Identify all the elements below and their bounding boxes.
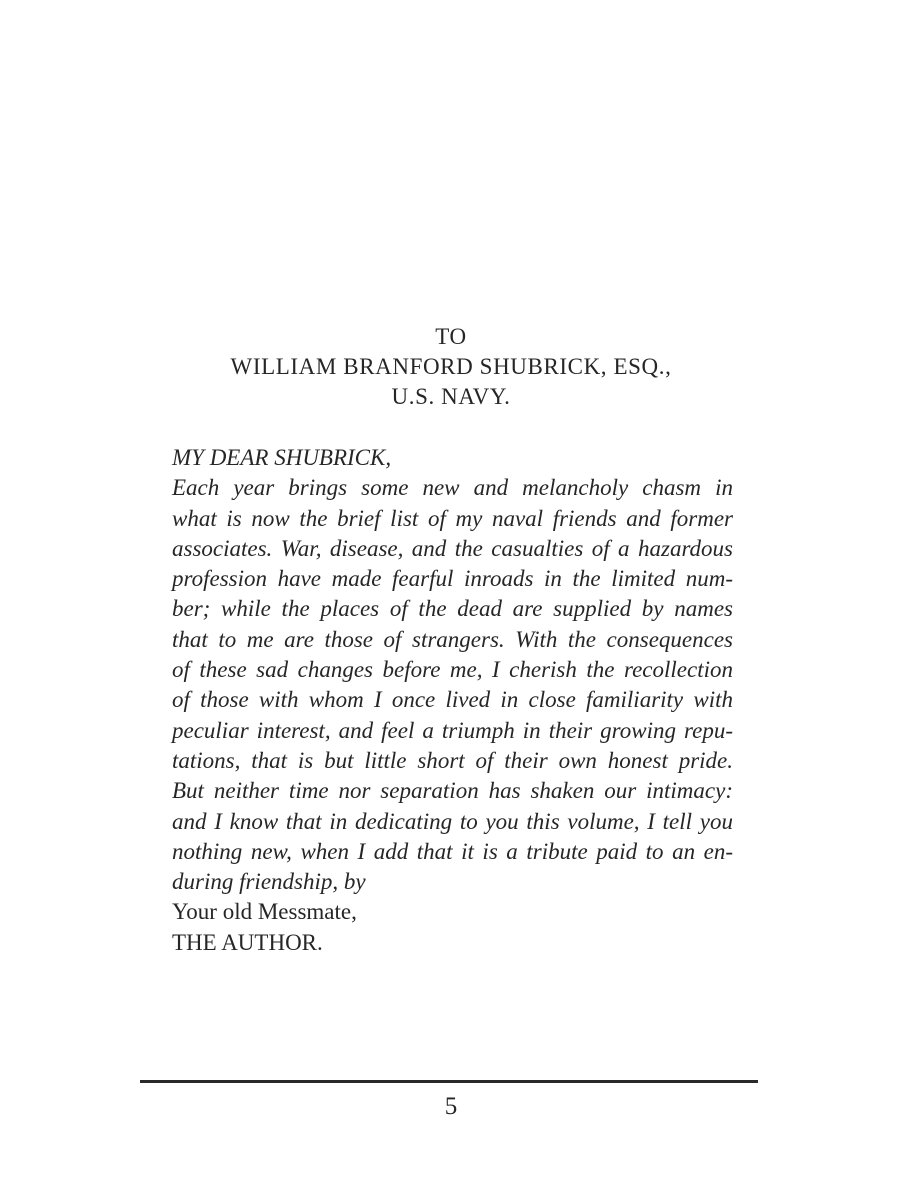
- letter-line: peculiar interest, and feel a triumph in their growing repu-: [172, 717, 733, 743]
- letter-line: that to me are those of strangers. With the consequences: [172, 626, 733, 652]
- letter-line: of these sad changes before me, I cherish the recollection: [172, 657, 733, 683]
- letter-line: what is now the brief list of my naval friends and former: [172, 505, 733, 531]
- letter-line: and I know that in dedicating to you this volume, I tell you: [172, 808, 733, 834]
- dedication-heading: [142, 322, 760, 412]
- letter-line: during friendship, by: [172, 869, 366, 895]
- letter-line: profession have made fearful inroads in the limited num-: [172, 566, 733, 592]
- letter-line: THE AUTHOR.: [172, 929, 323, 955]
- letter-line: associates. War, disease, and the casualties of a hazardous: [172, 535, 733, 561]
- footer-rule: [140, 1080, 758, 1083]
- letter-line: But neither time nor separation has shaken our intimacy:: [172, 778, 733, 804]
- letter-line: nothing new, when I add that it is a tribute paid to an en-: [172, 838, 733, 864]
- dedication-affiliation-line: U.S. NAVY.: [391, 384, 511, 409]
- letter-line: Each year brings some new and melancholy chasm in: [172, 475, 733, 501]
- letter-line: MY DEAR SHUBRICK,: [172, 445, 392, 470]
- page-number: 5: [444, 1093, 458, 1120]
- letter-line: ber; while the places of the dead are supplied by names: [172, 596, 733, 622]
- letter-line: of those with whom I once lived in close familiarity with: [172, 687, 733, 713]
- dedication-to-line: TO: [435, 324, 467, 349]
- dedication-letter: [172, 443, 733, 958]
- letter-line: tations, that is but little short of their own honest pride.: [172, 747, 733, 773]
- letter-line: Your old Messmate,: [172, 899, 357, 925]
- letter-lines: [172, 443, 733, 958]
- dedication-name-line: WILLIAM BRANFORD SHUBRICK, ESQ.,: [230, 354, 672, 379]
